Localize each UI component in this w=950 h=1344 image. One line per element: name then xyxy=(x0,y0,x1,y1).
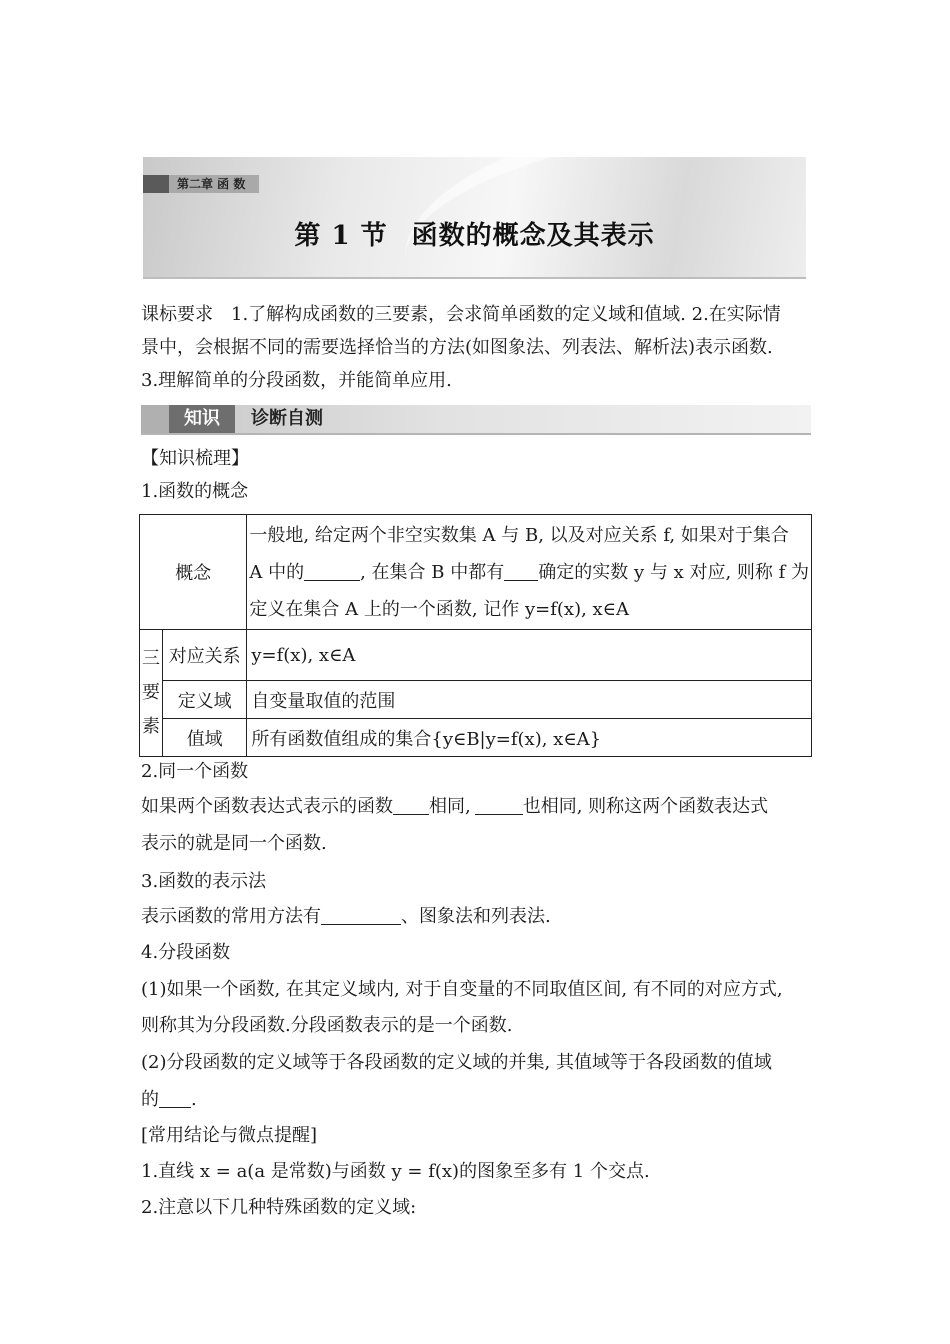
tips-line: 1.直线 x = a(a 是常数)与函数 y = f(x)的图象至多有 1 个交点. xyxy=(141,1161,650,1182)
function-concept-table xyxy=(139,514,812,757)
bar-marker xyxy=(141,405,169,433)
chapter-tag-marker xyxy=(143,175,169,193)
s2-title: 2.同一个函数 xyxy=(141,761,249,782)
row-value-mapping: y=f(x), x∈A xyxy=(247,630,812,681)
s4-line xyxy=(141,1085,197,1115)
s3-line xyxy=(141,902,551,932)
table-row xyxy=(140,681,812,719)
chapter-banner xyxy=(143,157,806,279)
row-label-range: 值域 xyxy=(163,719,247,757)
s4-line: (2)分段函数的定义域等于各段函数的定义域的并集, 其值域等于各段函数的值域 xyxy=(141,1052,772,1073)
three-elements-label xyxy=(140,630,163,757)
knowledge-tag: 知识 xyxy=(169,405,235,433)
tips-line: 2.注意以下几种特殊函数的定义域: xyxy=(141,1197,417,1218)
three-elements-char: 三 xyxy=(142,648,160,669)
definition-text: , 在集合 B 中都有 xyxy=(360,561,505,583)
table-row xyxy=(140,515,812,630)
definition-line: 定义在集合 A 上的一个函数, 记作 y=f(x), x∈A xyxy=(249,598,630,620)
fill-blank xyxy=(304,560,360,581)
s4-line: (1)如果一个函数, 在其定义域内, 对于自变量的不同取值区间, 有不同的对应方式, xyxy=(141,979,783,1000)
requirements-line: 课标要求 1.了解构成函数的三要素，会求简单函数的定义域和值域. 2.在实际情 xyxy=(141,304,781,325)
s4-title: 4.分段函数 xyxy=(141,942,231,963)
s4-text: 的 xyxy=(141,1089,159,1110)
definition-line: 一般地, 给定两个非空实数集 A 与 B, 以及对应关系 f, 如果对于集合 xyxy=(249,524,789,546)
table-row xyxy=(140,630,812,681)
chapter-label: 第二章 函 数 xyxy=(169,175,259,193)
section-number: 第 1 节 xyxy=(294,221,388,251)
requirements-line: 3.理解简单的分段函数，并能简单应用. xyxy=(141,370,452,391)
three-elements-char: 素 xyxy=(142,716,160,737)
tips-heading: [常用结论与微点提醒] xyxy=(141,1125,318,1146)
s2-text: 也相同, 则称这两个函数表达式 xyxy=(522,796,769,817)
s2-text: 如果两个函数表达式表示的函数 xyxy=(141,796,393,817)
fill-blank xyxy=(504,560,538,581)
s2-line: 表示的就是同一个函数. xyxy=(141,833,327,854)
row-label-domain: 定义域 xyxy=(163,681,247,719)
row-value-range: 所有函数值组成的集合{y∈B|y=f(x), x∈A} xyxy=(247,719,812,757)
fill-blank xyxy=(393,794,429,815)
section-name: 函数的概念及其表示 xyxy=(411,221,655,251)
section-title xyxy=(143,215,806,252)
requirements-line: 景中，会根据不同的需要选择恰当的方法(如图象法、列表法、解析法)表示函数. xyxy=(141,337,773,358)
s2-line xyxy=(141,792,768,822)
concept-definition xyxy=(247,515,812,630)
concept-label: 概念 xyxy=(140,515,247,630)
knowledge-section-bar xyxy=(141,405,811,435)
table-row xyxy=(140,719,812,757)
knowledge-bar-text: 诊断自测 xyxy=(251,408,323,429)
s1-title: 1.函数的概念 xyxy=(141,481,249,502)
chapter-tag xyxy=(143,175,259,193)
curriculum-requirements xyxy=(141,298,811,397)
definition-text: A 中的 xyxy=(249,561,305,583)
s3-text: 、图象法和列表法. xyxy=(401,906,551,927)
fill-blank xyxy=(321,904,401,925)
row-value-domain: 自变量取值的范围 xyxy=(247,681,812,719)
definition-text: 确定的实数 y 与 x 对应, 则称 f 为 xyxy=(538,561,809,583)
knowledge-heading: 【知识梳理】 xyxy=(141,448,249,469)
three-elements-char: 要 xyxy=(142,682,160,703)
s3-text: 表示函数的常用方法有 xyxy=(141,906,321,927)
s2-text: 相同, xyxy=(429,796,471,817)
fill-blank xyxy=(475,794,523,815)
definition-line xyxy=(249,554,809,591)
fill-blank xyxy=(159,1087,191,1108)
s4-text: . xyxy=(191,1089,197,1110)
s3-title: 3.函数的表示法 xyxy=(141,871,267,892)
row-label-mapping: 对应关系 xyxy=(163,630,247,681)
s4-line: 则称其为分段函数.分段函数表示的是一个函数. xyxy=(141,1015,513,1036)
